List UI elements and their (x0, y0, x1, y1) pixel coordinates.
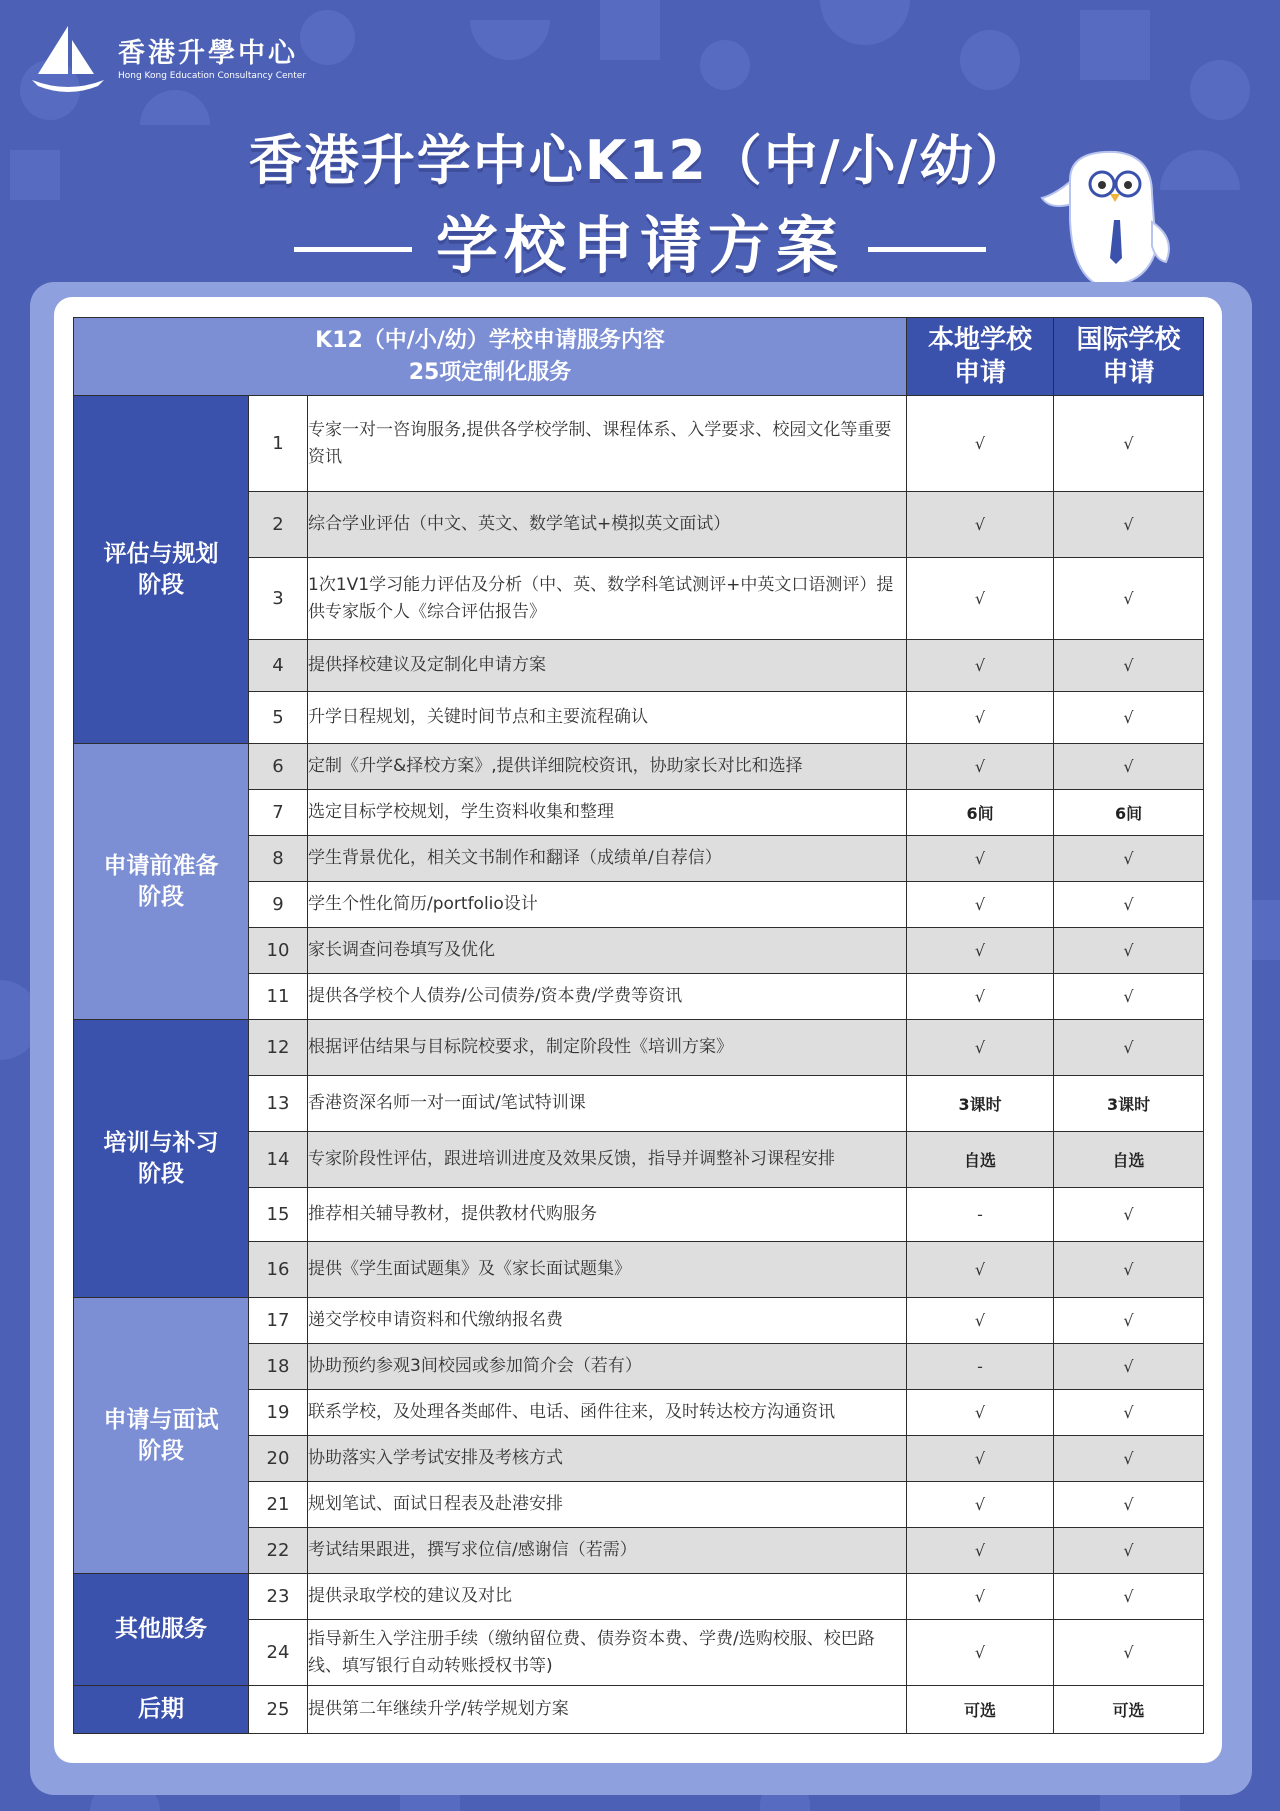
table-row (74, 744, 1204, 790)
local-school-mark: √ (907, 1298, 1054, 1344)
row-number: 2 (249, 492, 308, 558)
service-description: 提供录取学校的建议及对比 (308, 1574, 907, 1620)
service-description: 学生个性化简历/portfolio设计 (308, 882, 907, 928)
row-number: 7 (249, 790, 308, 836)
stage-label-text: 后期 (138, 1696, 184, 1722)
local-school-mark: √ (907, 692, 1054, 744)
service-description: 指导新生入学注册手续（缴纳留位费、债券资本费、学费/选购校服、校巴路线、填写银行自动转账授权书等) (308, 1620, 907, 1686)
row-number: 8 (249, 836, 308, 882)
local-school-mark: 自选 (907, 1132, 1054, 1188)
row-number: 18 (249, 1344, 308, 1390)
stage-label-text: 申请前准备 阶段 (103, 852, 219, 910)
intl-school-mark: √ (1054, 1436, 1204, 1482)
page-title: 香港升学中心K12（中/小/幼） (248, 129, 1032, 192)
local-school-mark: √ (907, 396, 1054, 492)
local-school-mark: - (907, 1344, 1054, 1390)
row-number: 21 (249, 1482, 308, 1528)
intl-school-mark: √ (1054, 882, 1204, 928)
service-table (73, 317, 1204, 1734)
intl-school-mark: 可选 (1054, 1686, 1204, 1734)
table-row (74, 1574, 1204, 1620)
service-description: 香港资深名师一对一面试/笔试特训课 (308, 1076, 907, 1132)
intl-school-mark: √ (1054, 928, 1204, 974)
col-header-local (907, 318, 1054, 396)
intl-school-mark: √ (1054, 1344, 1204, 1390)
row-number: 17 (249, 1298, 308, 1344)
row-number: 19 (249, 1390, 308, 1436)
row-number: 12 (249, 1020, 308, 1076)
local-school-mark: √ (907, 558, 1054, 640)
intl-school-mark: √ (1054, 1298, 1204, 1344)
local-school-mark: √ (907, 744, 1054, 790)
intl-school-mark: √ (1054, 1188, 1204, 1242)
service-description: 考试结果跟进，撰写求位信/感谢信（若需） (308, 1528, 907, 1574)
intl-school-mark: √ (1054, 836, 1204, 882)
intl-school-mark: 3课时 (1054, 1076, 1204, 1132)
row-number: 16 (249, 1242, 308, 1298)
local-school-mark: 3课时 (907, 1076, 1054, 1132)
service-description: 协助预约参观3间校园或参加简介会（若有） (308, 1344, 907, 1390)
table-header-line2: 25项定制化服务 (408, 359, 572, 385)
row-number: 11 (249, 974, 308, 1020)
table-row (74, 1020, 1204, 1076)
brand-logo (28, 22, 306, 98)
stage-label-text: 评估与规划 阶段 (103, 540, 219, 598)
intl-school-mark: 6间 (1054, 790, 1204, 836)
table-row (74, 1686, 1204, 1734)
table-row (74, 396, 1204, 492)
row-number: 10 (249, 928, 308, 974)
service-description: 提供各学校个人债券/公司债券/资本费/学费等资讯 (308, 974, 907, 1020)
local-school-mark: √ (907, 1528, 1054, 1574)
row-number: 25 (249, 1686, 308, 1734)
row-number: 4 (249, 640, 308, 692)
table-row (74, 1298, 1204, 1344)
stage-label (74, 1020, 249, 1298)
logo-name-en: Hong Kong Education Consultancy Center (118, 71, 307, 81)
intl-school-mark: √ (1054, 1528, 1204, 1574)
service-description: 定制《升学&择校方案》,提供详细院校资讯，协助家长对比和选择 (308, 744, 907, 790)
row-number: 15 (249, 1188, 308, 1242)
stage-label (74, 744, 249, 1020)
stage-label-text: 其他服务 (115, 1616, 207, 1642)
intl-school-mark: √ (1054, 1620, 1204, 1686)
intl-school-mark: √ (1054, 1242, 1204, 1298)
col-header-local-text: 本地学校 申请 (928, 324, 1033, 388)
local-school-mark: √ (907, 974, 1054, 1020)
intl-school-mark: √ (1054, 1482, 1204, 1528)
service-description: 推荐相关辅导教材，提供教材代购服务 (308, 1188, 907, 1242)
intl-school-mark: √ (1054, 692, 1204, 744)
intl-school-mark: √ (1054, 1390, 1204, 1436)
intl-school-mark: 自选 (1054, 1132, 1204, 1188)
row-number: 3 (249, 558, 308, 640)
intl-school-mark: √ (1054, 1020, 1204, 1076)
stage-label (74, 396, 249, 744)
local-school-mark: √ (907, 1390, 1054, 1436)
local-school-mark: √ (907, 836, 1054, 882)
intl-school-mark: √ (1054, 1574, 1204, 1620)
row-number: 9 (249, 882, 308, 928)
intl-school-mark: √ (1054, 558, 1204, 640)
stage-label-text: 培训与补习 阶段 (103, 1129, 219, 1187)
col-header-intl-text: 国际学校 申请 (1076, 324, 1181, 388)
service-description: 升学日程规划，关键时间节点和主要流程确认 (308, 692, 907, 744)
local-school-mark: √ (907, 492, 1054, 558)
row-number: 14 (249, 1132, 308, 1188)
service-description: 综合学业评估（中文、英文、数学笔试+模拟英文面试） (308, 492, 907, 558)
service-description: 提供第二年继续升学/转学规划方案 (308, 1686, 907, 1734)
local-school-mark: √ (907, 1436, 1054, 1482)
row-number: 22 (249, 1528, 308, 1574)
service-description: 规划笔试、面试日程表及赴港安排 (308, 1482, 907, 1528)
row-number: 13 (249, 1076, 308, 1132)
local-school-mark: √ (907, 1574, 1054, 1620)
service-description: 专家一对一咨询服务,提供各学校学制、课程体系、入学要求、校园文化等重要资讯 (308, 396, 907, 492)
local-school-mark: 6间 (907, 790, 1054, 836)
row-number: 1 (249, 396, 308, 492)
page-subtitle-text: 学校申请方案 (435, 209, 844, 282)
intl-school-mark: √ (1054, 744, 1204, 790)
stage-label (74, 1686, 249, 1734)
row-number: 24 (249, 1620, 308, 1686)
service-description: 提供择校建议及定制化申请方案 (308, 640, 907, 692)
stage-label (74, 1574, 249, 1686)
row-number: 23 (249, 1574, 308, 1620)
row-number: 6 (249, 744, 308, 790)
intl-school-mark: √ (1054, 640, 1204, 692)
service-description: 联系学校，及处理各类邮件、电话、函件往来，及时转达校方沟通资讯 (308, 1390, 907, 1436)
stage-label-text: 申请与面试 阶段 (103, 1406, 219, 1464)
local-school-mark: - (907, 1188, 1054, 1242)
service-description: 家长调查问卷填写及优化 (308, 928, 907, 974)
row-number: 20 (249, 1436, 308, 1482)
service-description: 1次1V1学习能力评估及分析（中、英、数学科笔试测评+中英文口语测评）提供专家版个人《综合评估报告》 (308, 558, 907, 640)
title-right-rule (868, 247, 986, 252)
service-description: 提供《学生面试题集》及《家长面试题集》 (308, 1242, 907, 1298)
row-number: 5 (249, 692, 308, 744)
col-header-intl (1054, 318, 1204, 396)
local-school-mark: √ (907, 640, 1054, 692)
local-school-mark: √ (907, 928, 1054, 974)
intl-school-mark: √ (1054, 492, 1204, 558)
service-description: 选定目标学校规划，学生资料收集和整理 (308, 790, 907, 836)
service-description: 根据评估结果与目标院校要求，制定阶段性《培训方案》 (308, 1020, 907, 1076)
service-description: 递交学校申请资料和代缴纳报名费 (308, 1298, 907, 1344)
service-description: 专家阶段性评估，跟进培训进度及效果反馈，指导并调整补习课程安排 (308, 1132, 907, 1188)
local-school-mark: 可选 (907, 1686, 1054, 1734)
service-description: 协助落实入学考试安排及考核方式 (308, 1436, 907, 1482)
sailboat-logo-icon (28, 22, 108, 98)
mascot-bird-icon (1036, 150, 1186, 290)
local-school-mark: √ (907, 882, 1054, 928)
local-school-mark: √ (907, 1020, 1054, 1076)
title-left-rule (294, 247, 412, 252)
intl-school-mark: √ (1054, 396, 1204, 492)
logo-name-cn: 香港升學中心 (118, 38, 298, 69)
stage-label (74, 1298, 249, 1574)
local-school-mark: √ (907, 1242, 1054, 1298)
local-school-mark: √ (907, 1482, 1054, 1528)
table-header-line1: K12（中/小/幼）学校申请服务内容 (315, 327, 665, 353)
local-school-mark: √ (907, 1620, 1054, 1686)
intl-school-mark: √ (1054, 974, 1204, 1020)
service-description: 学生背景优化，相关文书制作和翻译（成绩单/自荐信） (308, 836, 907, 882)
table-header-title (74, 318, 907, 396)
